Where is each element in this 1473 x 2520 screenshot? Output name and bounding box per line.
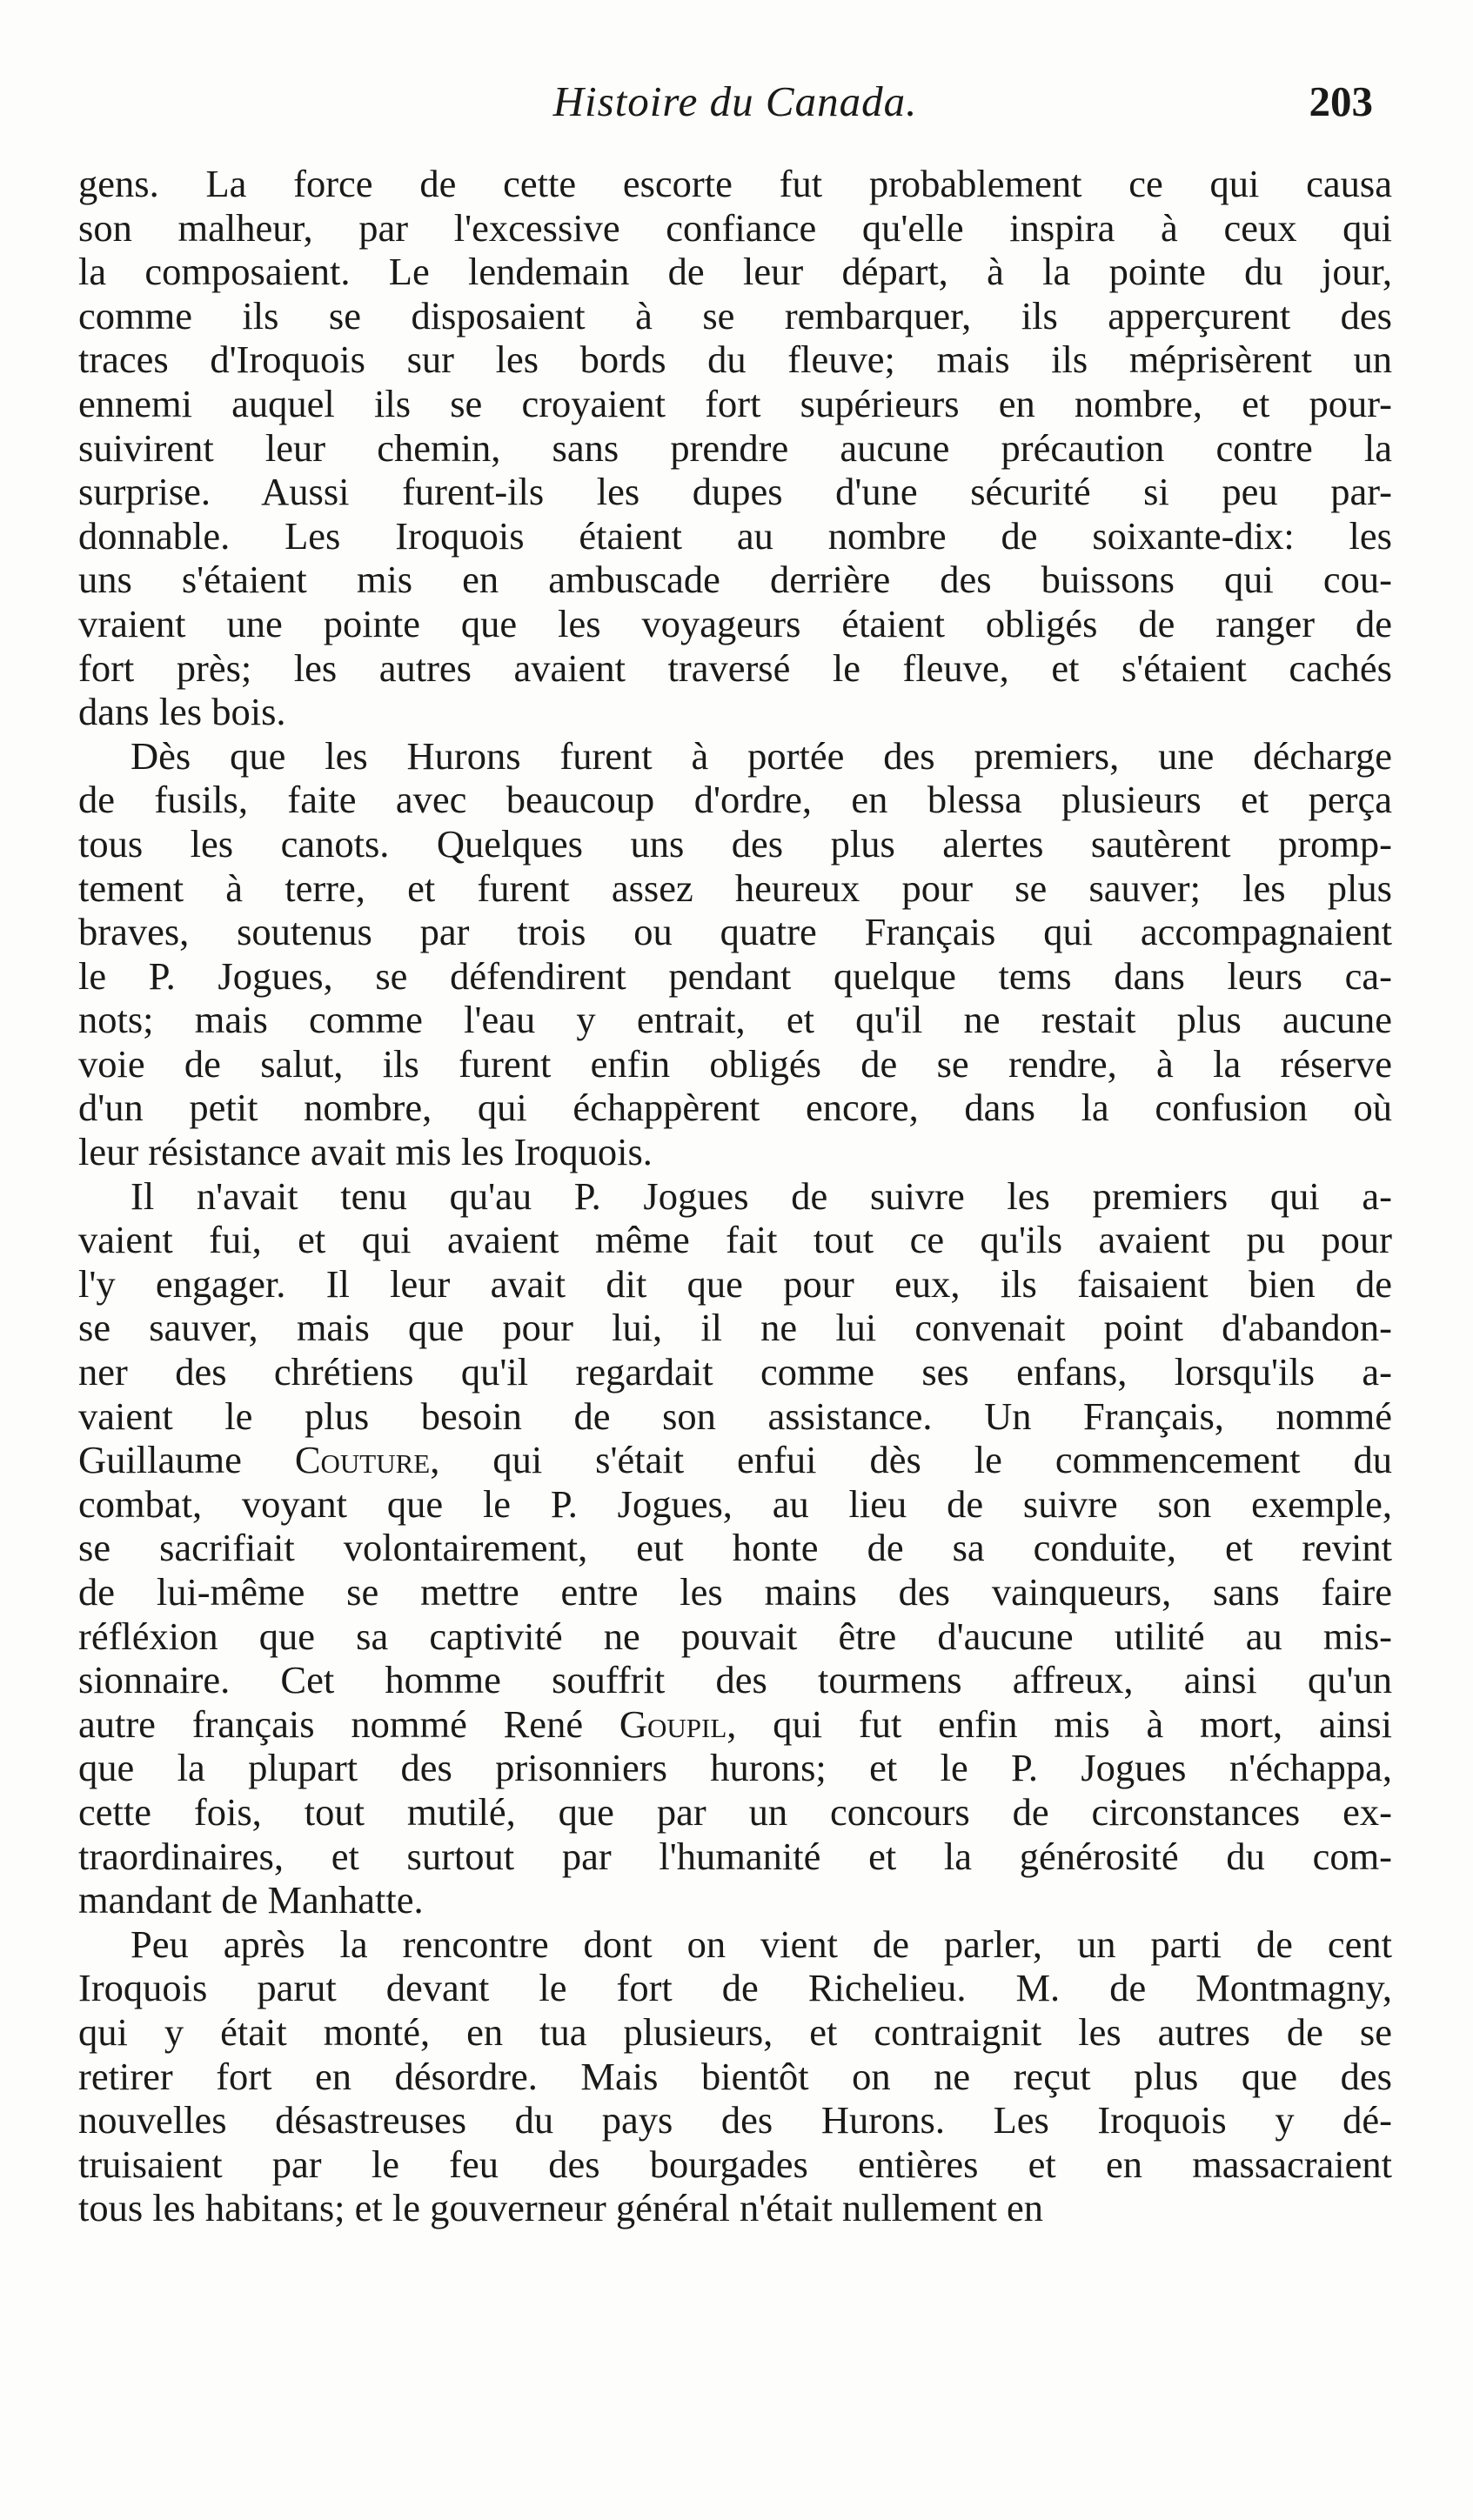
text-line: nots; mais comme l'eau y entrait, et qu'il ne restait plus aucune xyxy=(78,998,1392,1042)
text-segment: , qui s'était enfui dès le commencement du xyxy=(430,1438,1392,1482)
text-line: traces d'Iroquois sur les bords du fleuve; mais ils méprisèrent un xyxy=(78,338,1392,382)
text-line: suivirent leur chemin, sans prendre aucune précaution contre la xyxy=(78,425,1392,470)
text-line: réfléxion que sa captivité ne pouvait être d'aucune utilité au mis- xyxy=(78,1614,1392,1658)
text-line: le P. Jogues, se défendirent pendant quelque tems dans leurs ca- xyxy=(78,953,1392,998)
paragraph xyxy=(78,1174,1392,1922)
text-line: Il n'avait tenu qu'au P. Jogues de suivre les premiers qui a- xyxy=(131,1173,1392,1218)
text-line: tous les habitans; et le gouverneur général n'était nullement en xyxy=(78,2186,1044,2230)
text-segment: Guillaume xyxy=(78,1438,295,1482)
text-line: braves, soutenus par trois ou quatre Français qui accompagnaient xyxy=(78,910,1392,954)
text-line: la composaient. Le lendemain de leur départ, à la pointe du jour, xyxy=(78,250,1392,294)
text-line: son malheur, par l'excessive confiance qu'elle inspira à ceux qui xyxy=(78,205,1392,250)
text-line: nouvelles désastreuses du pays des Hurons. Les Iroquois y dé- xyxy=(78,2098,1392,2142)
text-line xyxy=(78,1702,1392,1747)
paragraph xyxy=(78,1922,1392,2230)
text-line: vraient une pointe que les voyageurs étaient obligés de ranger de xyxy=(78,601,1392,645)
text-line: de lui-même se mettre entre les mains des vainqueurs, sans faire xyxy=(78,1570,1392,1614)
text-line: ennemi auquel ils se croyaient fort supérieurs en nombre, et pour- xyxy=(78,381,1392,425)
text-segment: , qui fut enfin mis à mort, ainsi xyxy=(726,1701,1392,1746)
paragraph xyxy=(78,734,1392,1174)
text-line: surprise. Aussi furent-ils les dupes d'une sécurité si peu par- xyxy=(78,470,1392,514)
small-caps-name: Goupil xyxy=(619,1701,727,1746)
text-line: retirer fort en désordre. Mais bientôt on ne reçut plus que des xyxy=(78,2054,1392,2098)
text-line: Dès que les Hurons furent à portée des premiers, une décharge xyxy=(131,733,1392,778)
text-line: tous les canots. Quelques uns des plus alertes sautèrent promp- xyxy=(78,821,1392,866)
text-line: traordinaires, et surtout par l'humanité et la générosité du com- xyxy=(78,1834,1392,1878)
text-line: sionnaire. Cet homme souffrit des tourmens affreux, ainsi qu'un xyxy=(78,1658,1392,1702)
page-number: 203 xyxy=(1309,77,1373,125)
text-line: que la plupart des prisonniers hurons; et le P. Jogues n'échappa, xyxy=(78,1746,1392,1790)
text-line: tement à terre, et furent assez heureux pour se sauver; les plus xyxy=(78,866,1392,910)
text-line: comme ils se disposaient à se rembarquer, ils apperçurent des xyxy=(78,293,1392,338)
body-text xyxy=(78,162,1392,2230)
text-line: combat, voyant que le P. Jogues, au lieu de suivre son exemple, xyxy=(78,1481,1392,1526)
text-line: uns s'étaient mis en ambuscade derrière des buissons qui cou- xyxy=(78,558,1392,602)
text-line: d'un petit nombre, qui échappèrent encore, dans la confusion où xyxy=(78,1086,1392,1130)
running-title: Histoire du Canada. xyxy=(552,77,918,125)
text-line: vaient le plus besoin de son assistance. Un Français, nommé xyxy=(78,1394,1392,1438)
small-caps-name: Couture xyxy=(294,1438,431,1482)
text-line: Iroquois parut devant le fort de Richelieu. M. de Montmagny, xyxy=(78,1966,1392,2010)
text-line: mandant de Manhatte. xyxy=(78,1878,424,1922)
text-line: gens. La force de cette escorte fut probablement ce qui causa xyxy=(78,162,1392,205)
text-line: fort près; les autres avaient traversé le fleuve, et s'étaient cachés xyxy=(78,645,1392,690)
text-line: de fusils, faite avec beaucoup d'ordre, en blessa plusieurs et perça xyxy=(78,778,1392,822)
text-line: voie de salut, ils furent enfin obligés de se rendre, à la réserve xyxy=(78,1041,1392,1086)
text-line: se sacrifiait volontairement, eut honte de sa conduite, et revint xyxy=(78,1526,1392,1570)
text-line: vaient fui, et qui avaient même fait tout ce qu'ils avaient pu pour xyxy=(78,1218,1392,1262)
paragraph xyxy=(78,162,1392,734)
text-line: qui y était monté, en tua plusieurs, et contraignit les autres de se xyxy=(78,2009,1392,2054)
text-line: dans les bois. xyxy=(78,690,286,734)
text-line: Peu après la rencontre dont on vient de parler, un parti de cent xyxy=(131,1922,1392,1966)
text-line: leur résistance avait mis les Iroquois. xyxy=(78,1130,653,1174)
text-line: truisaient par le feu des bourgades entières et en massacraient xyxy=(78,2142,1392,2186)
text-line: ner des chrétiens qu'il regardait comme ses enfans, lorsqu'ils a- xyxy=(78,1350,1392,1394)
text-segment: autre français nommé René xyxy=(78,1701,619,1746)
text-line: l'y engager. Il leur avait dit que pour eux, ils faisaient bien de xyxy=(78,1261,1392,1306)
text-line: donnable. Les Iroquois étaient au nombre de soixante-dix: les xyxy=(78,513,1392,558)
text-line: se sauver, mais que pour lui, il ne lui convenait point d'abandon- xyxy=(78,1306,1392,1350)
text-line: cette fois, tout mutilé, que par un concours de circonstances ex- xyxy=(78,1789,1392,1834)
text-line xyxy=(78,1438,1392,1482)
page-header xyxy=(78,77,1392,137)
